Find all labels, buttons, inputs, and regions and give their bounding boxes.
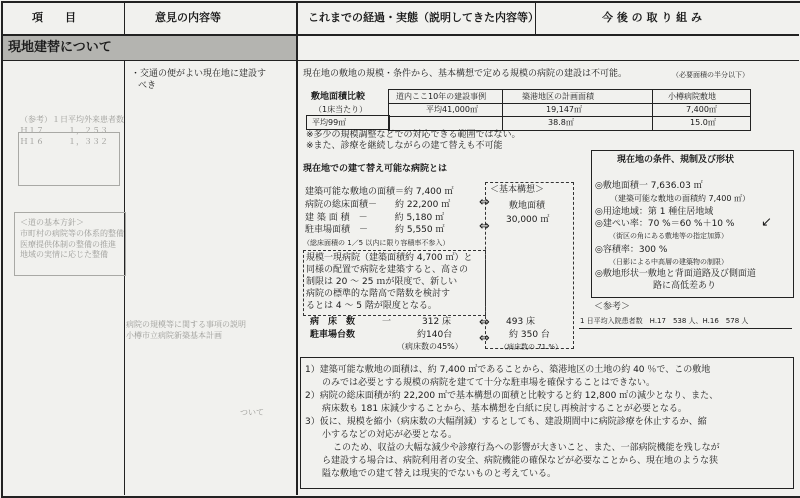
header-history: これまでの経過・実態（説明してきた内容等） [308,11,539,24]
comparison-sublabel: （1床当たり） [314,105,368,114]
conclusion-line: 病床数も 181 床減少することから、基本構想を白紙に戻し再検討することが必要となる。 [322,404,687,414]
intro-note: （必要面積の半分以下） [672,71,749,79]
comparison-row-line-1 [388,103,750,104]
compare-arrow-icon: ⇔ [479,219,490,234]
column-divider-2 [296,1,298,495]
conditions-item-4: ◎建ぺい率：70 %＝60 %＋10 % [595,219,735,229]
bleed-through-box-1 [18,132,120,186]
section-title: 現地建替について [8,40,112,55]
conditions-item-9: 路に高低差あり [653,281,717,291]
conditions-item-1: ◎敷地面積一 7,636.03 ㎡ [595,181,703,191]
comparison-cell-chikko-area: 19,147㎡ [546,105,582,114]
rebuild-line-3: 建 築 面 積 － 約 5,180 ㎡ [305,213,445,223]
bleed-through-text-2: ＜道の基本方針＞ 市町村の病院等の体系的整備 医療提供体制の整備の推進 地域の実情に応じた整備 [20,218,124,260]
bleed-through-text-4: ついて [240,408,264,417]
basic-plan-label: ＜基本構想＞ [490,185,545,195]
conclusion-line: 3）仮に、規模を縮小（病床数の大幅削減）するとしても、建設期間中に病院診療を休止するか、縮 [305,417,707,427]
conditions-item-6: ◎容積率：300 % [595,245,668,255]
comparison-cell-otaru-area: 7,400㎡ [686,105,717,114]
beds-dash: 一 [382,317,392,327]
comparison-cell-otaru-bed: 15.0㎡ [690,118,716,127]
conditions-item-3: ◎用途地域：第 1 種住居地域 [595,207,714,217]
comparison-header-chikko: 築港地区の計画面積 [522,92,594,101]
scale-line-5: るとは 4 ～ 5 階が限度となる。 [306,301,437,311]
compare-arrow-icon: ⇔ [479,331,490,346]
comparison-col-line-2 [652,89,653,130]
section-divider [1,60,799,61]
comparison-cell-cases-bed: 平均99㎡ [312,118,347,127]
scale-line-2: 同様の配置で病院を建築すると、高さの [306,265,469,275]
comparison-header-otaru: 小樽病院敷地 [668,92,716,101]
reference-label: ＜参考＞ [594,302,631,312]
pointer-arrow-icon: ↙ [761,215,772,230]
rebuild-line-5: （総床面積の 1／5 以内に限り容積率不参入） [303,239,450,247]
parking-current-note: （病床数の45%） [397,342,463,351]
comparison-cell-cases-area: 平均41,000㎡ [426,105,478,114]
header-future: 今 後 の 取 り 組 み [602,11,702,24]
parking-plan-note: （病床数の 71 %） [500,343,563,351]
parking-plan: 約 350 台 [509,330,550,340]
basic-plan-area-value: 30,000 ㎡ [506,215,550,225]
comparison-header-cases: 道内ここ10年の建設事例 [396,92,487,101]
conclusion-line: ら建設する場合は、病院利用者の安全、病院機能の確保などが必要なことから、現在地のような狭 [322,456,719,466]
header-opinion: 意見の内容等 [155,11,221,24]
note-1: ※多少の規模調整などでの対応できる範囲ではない。 [306,130,521,140]
scale-line-1: 規模一現病院（建築面積約 4,700 ㎡）と [306,253,473,263]
conditions-item-7: （日影による中高層の建築物の制限） [609,258,728,266]
parking-label: 駐車場台数 [310,330,356,340]
compare-arrow-icon: ⇔ [479,315,490,330]
rebuild-title: 現在地での建て替え可能な病院とは [303,164,448,174]
rebuild-line-2: 病院の総床面積－ 約 22,200 ㎡ [305,200,451,210]
parking-current: 約140台 [417,330,453,340]
opinion-line-1: ・交通の便がよい現在地に建設す [131,69,267,79]
rebuild-line-1: 建築可能な敷地の面積＝約 7,400 ㎡ [305,187,454,197]
opinion-line-2: べき [138,81,157,91]
intro-text: 現在地の敷地の規模・条件から、基本構想で定める規模の病院の建設は不可能。 [303,69,628,79]
comparison-col-line-1 [502,89,503,130]
note-2: ※また、診療を継続しながらの建て替えも不可能 [306,141,503,151]
scale-line-3: 制限は 20 ～ 25 ｍが限度で、新しい [306,277,458,287]
beds-label: 病 床 数 [310,317,356,327]
conditions-item-5: （街区の角にある敷地等の指定加算） [609,232,728,240]
reference-text: 1 日平均入院患者数 H.17 538 人、H.16 578 人 [580,317,749,325]
conclusion-line: 隘な敷地での建て替えは現実的でないものと考えている。 [322,469,557,479]
header-item: 項 目 [32,11,76,24]
conclusion-line: 小するなどの対応が必要となる。 [322,430,458,440]
beds-plan: 493 床 [506,317,536,327]
rebuild-line-4: 駐車場面積 － 約 5,550 ㎡ [305,225,445,235]
conditions-item-8: ◎敷地形状一敷地と背面道路及び側面道 [595,269,756,279]
conditions-title: 現在地の条件、規制及び形状 [617,155,735,165]
bleed-through-text-3: 病院の規模等に関する事項の説明 小樽市立病院新築基本計画 [126,320,246,340]
conclusion-line: のみでは必要とする規模の病院を建てて十分な駐車場を確保することはできない。 [322,378,656,388]
comparison-cell-chikko-bed: 38.8㎡ [548,118,574,127]
comparison-label: 敷地面積比較 [311,92,366,102]
compare-arrow-icon: ⇔ [479,195,490,210]
conclusion-line: このため、収益の大幅な減少や診療行為への影響が大きいこと、また、一部病院機能を残しなが [333,443,720,453]
conclusion-line: 1）建築可能な敷地の面積は、約 7,400 ㎡であることから、築港地区の土地の約 40 ％で、この敷地 [305,365,711,375]
bleed-through-text-1: （参考）１日平均外来患者数 Ｈ１７ １，２５３ Ｈ１６ １，３３２ [20,115,124,146]
comparison-row-line-2 [388,116,750,117]
conclusion-line: 2）病院の総床面積が約 22,200 ㎡で基本構想の面積と比較すると約 12,800 ㎡の減少となり、また、 [305,391,719,401]
scale-line-4: 病院の標準的な階高で階数を検討す [306,289,451,299]
basic-plan-area-label: 敷地面積 [509,201,546,211]
comparison-bed-highlight [306,115,390,130]
reference-rule [579,328,792,329]
conditions-item-2: （建築可能な敷地の面積約 7,400 ㎡） [610,194,750,203]
beds-current: 312 床 [422,317,452,327]
